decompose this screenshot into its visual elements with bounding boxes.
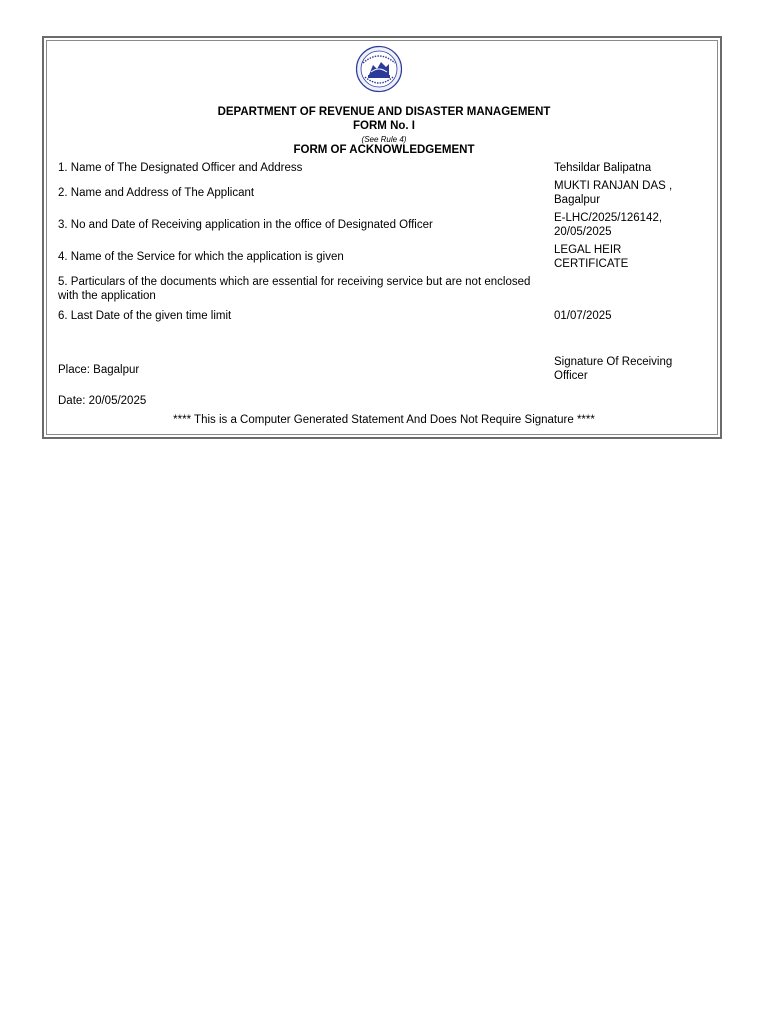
signature-label: Signature Of Receiving Officer	[554, 356, 673, 382]
row-3-label: 3. No and Date of Receiving application in the office of Designated Officer	[58, 219, 433, 231]
department-title: DEPARTMENT OF REVENUE AND DISASTER MANAGEMENT	[217, 106, 551, 118]
row-1-label: 1. Name of The Designated Officer and Address	[58, 162, 303, 174]
date-label: Date: 20/05/2025	[58, 395, 147, 407]
row-4-value: LEGAL HEIR CERTIFICATE	[554, 244, 629, 270]
computer-generated-note: **** This is a Computer Generated Statement And Does Not Require Signature ****	[173, 414, 595, 426]
row-3-value: E-LHC/2025/126142, 20/05/2025	[554, 212, 663, 238]
row-6-label: 6. Last Date of the given time limit	[58, 310, 232, 322]
place-label: Place: Bagalpur	[58, 364, 140, 376]
state-emblem-icon	[355, 45, 403, 93]
row-2-value: MUKTI RANJAN DAS , Bagalpur	[554, 180, 673, 206]
row-4-label: 4. Name of the Service for which the application is given	[58, 251, 344, 263]
form-title: FORM OF ACKNOWLEDGEMENT	[293, 144, 475, 156]
row-1-value: Tehsildar Balipatna	[554, 162, 652, 174]
row-6-value: 01/07/2025	[554, 310, 612, 322]
rule-reference: (See Rule 4)	[361, 135, 407, 144]
row-5-label: 5. Particulars of the documents which are essential for receiving service but are not enclosed with the application	[58, 276, 531, 302]
form-number: FORM No. I	[353, 120, 415, 132]
row-2-label: 2. Name and Address of The Applicant	[58, 187, 255, 199]
